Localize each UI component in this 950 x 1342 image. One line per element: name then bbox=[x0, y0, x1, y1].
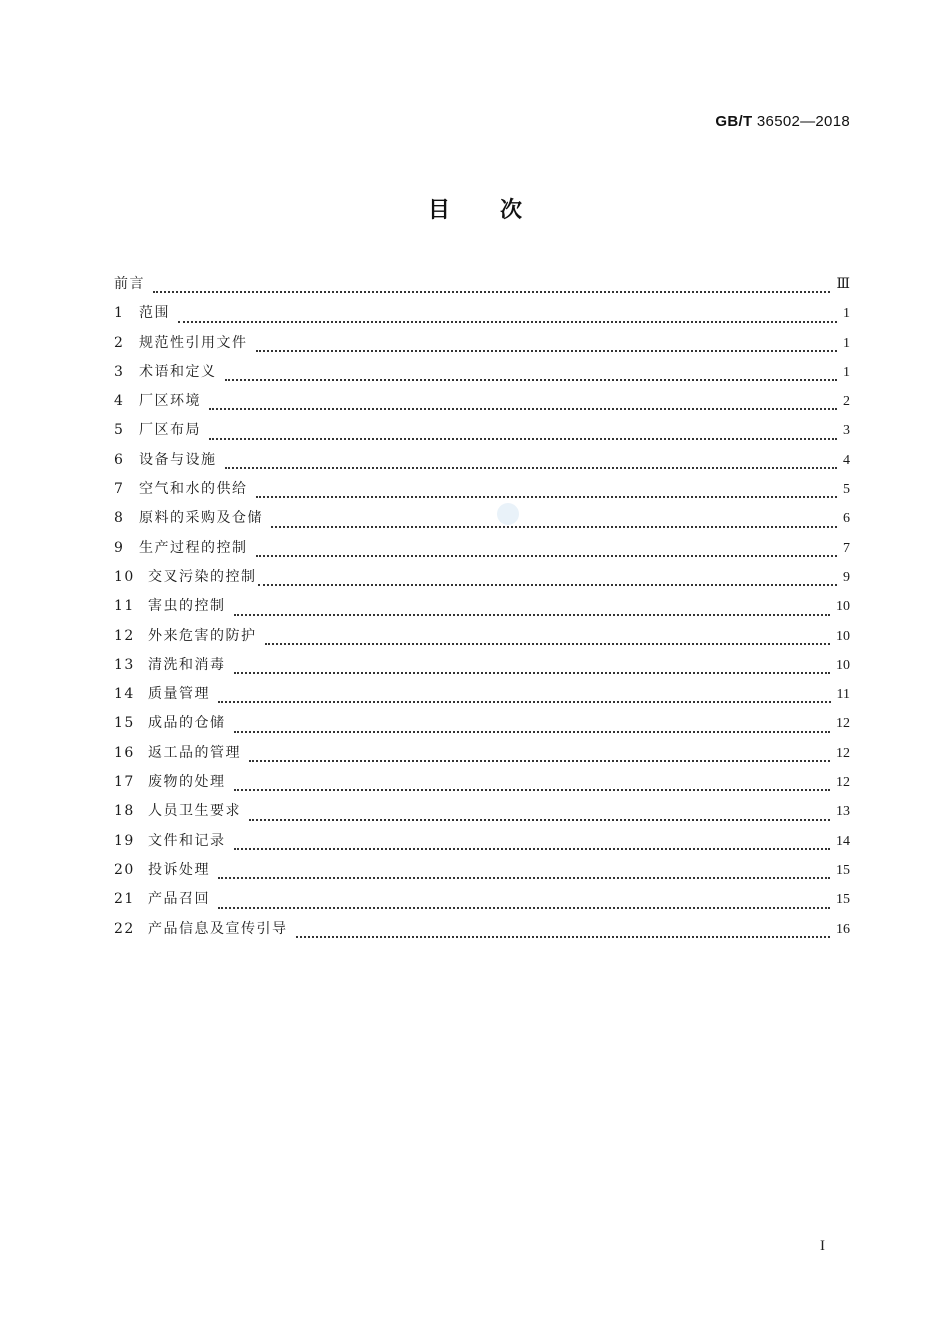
toc-entry-label: 废物的处理 bbox=[148, 774, 226, 791]
toc-leader-dots bbox=[256, 496, 838, 498]
page-number: I bbox=[820, 1238, 825, 1254]
toc-entry-label: 文件和记录 bbox=[148, 832, 226, 849]
toc-entry-label: 产品信息及宣传引导 bbox=[148, 920, 288, 937]
toc-leader-dots bbox=[234, 789, 831, 791]
toc-entry-number: 9 bbox=[114, 539, 125, 556]
toc-entry[interactable] bbox=[114, 450, 850, 479]
toc-entry-page: 1 bbox=[843, 364, 850, 380]
toc-entry-label: 成品的仓储 bbox=[148, 715, 226, 732]
toc-entry-page: 10 bbox=[836, 628, 850, 644]
standard-prefix: GB/T bbox=[715, 113, 753, 130]
toc-leader-dots bbox=[218, 877, 830, 879]
toc-entry-label: 返工品的管理 bbox=[148, 744, 241, 761]
toc-entry-number: 6 bbox=[114, 451, 125, 468]
toc-entry-number: 16 bbox=[114, 744, 135, 761]
toc-entry[interactable] bbox=[114, 713, 850, 742]
toc-entry-label: 原料的采购及仓储 bbox=[139, 510, 263, 527]
toc-entry[interactable] bbox=[114, 860, 850, 889]
toc-entry[interactable] bbox=[114, 596, 850, 625]
toc-entry-number: 12 bbox=[114, 627, 135, 644]
toc-entry-number: 18 bbox=[114, 803, 135, 820]
toc-entry-number: 15 bbox=[114, 715, 135, 732]
toc-leader-dots bbox=[153, 291, 830, 293]
toc-entry-page: 3 bbox=[843, 423, 850, 439]
toc-entry-page: 5 bbox=[843, 482, 850, 498]
watermark-logo bbox=[497, 503, 519, 525]
toc-leader-dots bbox=[209, 408, 837, 410]
toc-entry[interactable] bbox=[114, 274, 850, 303]
toc-entry[interactable] bbox=[114, 538, 850, 567]
toc-entry[interactable] bbox=[114, 655, 850, 684]
toc-entry-number: 21 bbox=[114, 891, 135, 908]
toc-entry-page: 10 bbox=[836, 599, 850, 615]
toc-entry-label: 害虫的控制 bbox=[148, 598, 226, 615]
toc-entry-number: 3 bbox=[114, 363, 125, 380]
standard-number: 36502—2018 bbox=[756, 113, 850, 130]
toc-entry-label: 外来危害的防护 bbox=[148, 627, 257, 644]
toc-entry-page: 1 bbox=[843, 306, 850, 322]
toc-entry-label: 范围 bbox=[139, 305, 170, 322]
toc-entry-page: 12 bbox=[836, 716, 850, 732]
toc-leader-dots bbox=[234, 672, 831, 674]
toc-leader-dots bbox=[256, 350, 838, 352]
toc-entry[interactable] bbox=[114, 479, 850, 508]
toc-leader-dots bbox=[234, 614, 831, 616]
toc-entry-page: 7 bbox=[843, 540, 850, 556]
toc-entry-page: 1 bbox=[843, 335, 850, 351]
toc-leader-dots bbox=[265, 643, 831, 645]
toc-entry-number: 2 bbox=[114, 334, 125, 351]
standard-code bbox=[715, 113, 850, 130]
toc-entry-page: 15 bbox=[836, 862, 850, 878]
toc-leader-dots bbox=[256, 555, 838, 557]
toc-entry-label: 交叉污染的控制 bbox=[148, 568, 257, 585]
toc-entry-number: 10 bbox=[114, 568, 135, 585]
toc-leader-dots bbox=[249, 760, 830, 762]
toc-leader-dots bbox=[178, 321, 837, 323]
toc-leader-dots bbox=[296, 936, 831, 938]
toc-entry[interactable] bbox=[114, 567, 850, 596]
toc-leader-dots bbox=[225, 467, 838, 469]
toc-entry-page: 15 bbox=[836, 892, 850, 908]
toc-leader-dots bbox=[258, 584, 838, 586]
toc-leader-dots bbox=[209, 438, 837, 440]
toc-entry[interactable] bbox=[114, 420, 850, 449]
toc-entry[interactable] bbox=[114, 333, 850, 362]
toc-leader-dots bbox=[218, 907, 830, 909]
toc-entry-page: 13 bbox=[836, 804, 850, 820]
toc-entry-page: 12 bbox=[836, 745, 850, 761]
toc-entry-number: 5 bbox=[114, 422, 125, 439]
toc-entry-page: 10 bbox=[836, 657, 850, 673]
toc-entry-number: 8 bbox=[114, 510, 125, 527]
toc-entry[interactable] bbox=[114, 684, 850, 713]
toc-entry[interactable] bbox=[114, 831, 850, 860]
toc-entry-label: 产品召回 bbox=[148, 891, 210, 908]
toc-entry[interactable] bbox=[114, 772, 850, 801]
toc-entry[interactable] bbox=[114, 303, 850, 332]
toc-entry-number: 11 bbox=[114, 598, 135, 615]
toc-entry-label: 规范性引用文件 bbox=[139, 334, 248, 351]
toc-entry-number: 1 bbox=[114, 305, 125, 322]
toc-entry-number: 17 bbox=[114, 774, 135, 791]
toc-entry-number: 13 bbox=[114, 656, 135, 673]
toc-leader-dots bbox=[234, 848, 831, 850]
toc-entry-number: 4 bbox=[114, 393, 125, 410]
toc-leader-dots bbox=[234, 731, 831, 733]
toc-leader-dots bbox=[225, 379, 838, 381]
toc-entry-number: 7 bbox=[114, 481, 125, 498]
toc-leader-dots bbox=[249, 819, 830, 821]
toc-entry[interactable] bbox=[114, 362, 850, 391]
toc-entry[interactable] bbox=[114, 801, 850, 830]
toc-entry[interactable] bbox=[114, 743, 850, 772]
toc-entry-page: 9 bbox=[843, 569, 850, 585]
toc-entry-page: 11 bbox=[836, 687, 850, 703]
page-title: 目次 bbox=[427, 198, 572, 223]
toc-entry-label: 人员卫生要求 bbox=[148, 803, 241, 820]
toc-entry[interactable] bbox=[114, 919, 850, 948]
toc-entry[interactable] bbox=[114, 508, 850, 537]
toc-entry[interactable] bbox=[114, 391, 850, 420]
toc-entry-page: 2 bbox=[843, 394, 850, 410]
toc-entry-label: 质量管理 bbox=[148, 686, 210, 703]
toc-entry[interactable] bbox=[114, 889, 850, 918]
toc-entry-page: Ⅲ bbox=[836, 277, 850, 292]
toc-entry-label: 厂区环境 bbox=[139, 393, 201, 410]
toc-leader-dots bbox=[218, 701, 831, 703]
toc-entry-label: 厂区布局 bbox=[139, 422, 201, 439]
toc-entry-page: 14 bbox=[836, 833, 850, 849]
table-of-contents bbox=[114, 274, 850, 948]
toc-entry-number: 19 bbox=[114, 832, 135, 849]
toc-entry-label: 前言 bbox=[114, 276, 145, 292]
toc-entry-label: 生产过程的控制 bbox=[139, 539, 248, 556]
toc-entry-number: 20 bbox=[114, 861, 135, 878]
toc-entry-label: 术语和定义 bbox=[139, 363, 217, 380]
toc-entry-page: 16 bbox=[836, 921, 850, 937]
toc-entry-number: 22 bbox=[114, 920, 135, 937]
toc-entry[interactable] bbox=[114, 626, 850, 655]
toc-entry-number: 14 bbox=[114, 686, 135, 703]
toc-entry-label: 设备与设施 bbox=[139, 451, 217, 468]
toc-entry-label: 清洗和消毒 bbox=[148, 656, 226, 673]
toc-entry-label: 投诉处理 bbox=[148, 861, 210, 878]
toc-entry-page: 12 bbox=[836, 775, 850, 791]
toc-entry-page: 4 bbox=[843, 452, 850, 468]
toc-entry-label: 空气和水的供给 bbox=[139, 481, 248, 498]
toc-entry-page: 6 bbox=[843, 511, 850, 527]
toc-leader-dots bbox=[271, 526, 837, 528]
